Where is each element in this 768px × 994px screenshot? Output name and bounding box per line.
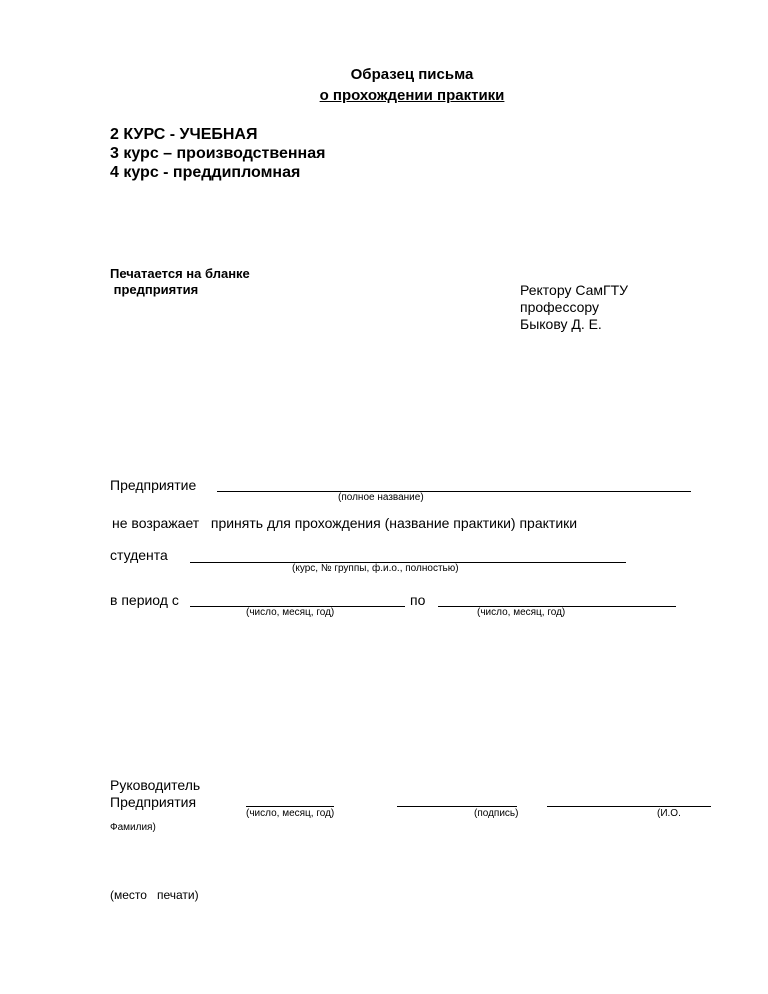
addressee-line-3: Быкову Д. Е. xyxy=(520,316,602,332)
period-from-label: в период с xyxy=(110,592,179,608)
enterprise-blank-line xyxy=(217,491,691,492)
addressee-line-1: Ректору СамГТУ xyxy=(520,282,629,298)
addressee-line-2: профессору xyxy=(520,299,600,315)
course-item: 3 курс – производственная xyxy=(110,145,326,162)
stamp-place: (место печати) xyxy=(110,888,199,902)
period-from-caption: (число, месяц, год) xyxy=(246,607,335,618)
signature-date-line xyxy=(246,806,334,807)
course-item: 4 курс - преддипломная xyxy=(110,164,301,181)
signature-sign-caption: (подпись) xyxy=(474,808,519,819)
enterprise-label: Предприятие xyxy=(110,477,197,493)
course-item: 2 КУРС - УЧЕБНАЯ xyxy=(110,126,258,143)
student-caption: (курс, № группы, ф.и.о., полностью) xyxy=(292,563,459,574)
signature-date-caption: (число, месяц, год) xyxy=(246,808,335,819)
letterhead-note-line-1: Печатается на бланке xyxy=(110,266,250,281)
student-label: студента xyxy=(110,547,168,563)
signature-name-line xyxy=(547,806,711,807)
period-to-label: по xyxy=(410,592,426,608)
period-to-caption: (число, месяц, год) xyxy=(477,607,566,618)
head-title-line-1: Руководитель xyxy=(110,777,201,793)
letterhead-note-line-2: предприятия xyxy=(110,282,199,297)
signature-surname-caption: Фамилия) xyxy=(110,822,156,833)
head-title-line-2: Предприятия xyxy=(110,794,197,810)
enterprise-caption: (полное название) xyxy=(338,492,424,503)
signature-name-caption: (И.О. xyxy=(657,808,681,819)
no-objection-text: не возражает принять для прохождения (название практики) практики xyxy=(112,515,578,531)
title-line-1: Образец письма xyxy=(350,66,474,83)
signature-sign-line xyxy=(397,806,517,807)
title-line-2: о прохождении практики xyxy=(319,87,505,104)
